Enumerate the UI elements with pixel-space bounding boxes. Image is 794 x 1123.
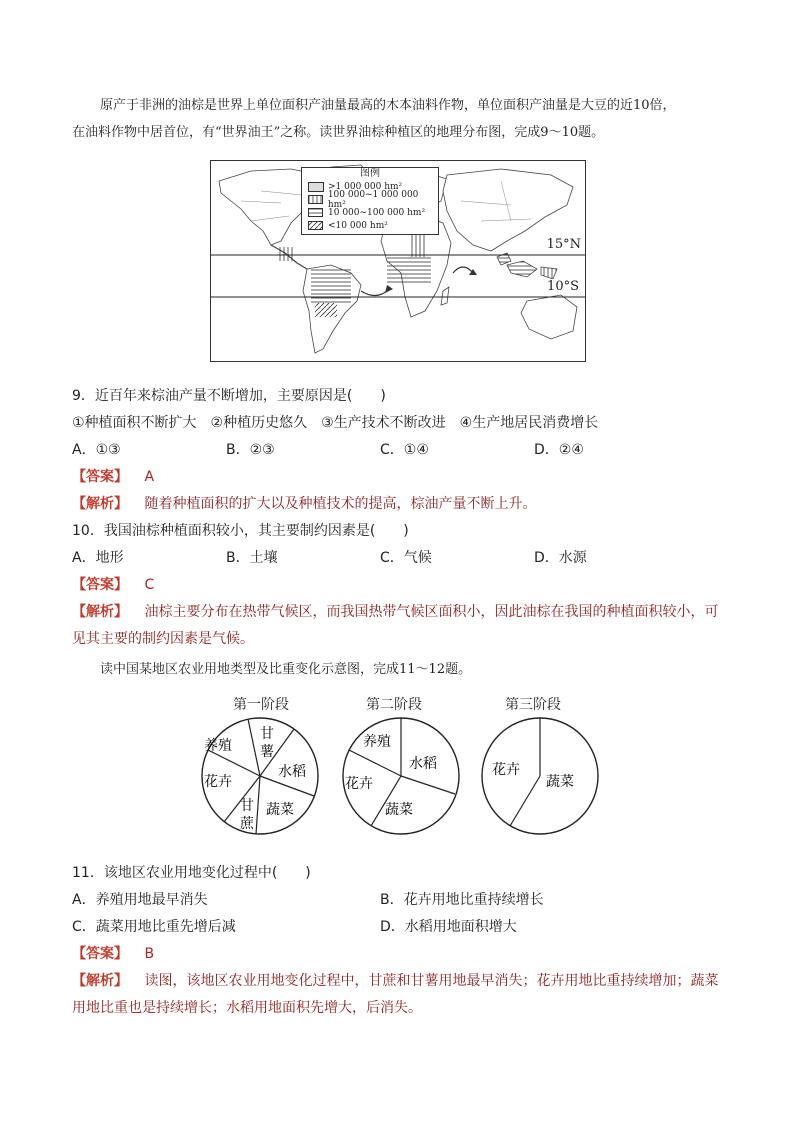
map-legend: [301, 167, 439, 235]
legend-label: 100 000~1 000 000 hm²: [327, 189, 419, 210]
answer-value: B: [144, 946, 155, 962]
answer-label: 【答案】: [72, 469, 128, 485]
pie1-label-rice: 水稻: [278, 764, 306, 780]
pie2-label-aquaculture: 养殖: [363, 734, 391, 750]
analysis-label: 【解析】: [72, 973, 128, 989]
answer-label: 【答案】: [72, 946, 128, 962]
q9-items: ①种植面积不断扩大 ②种植历史悠久 ③生产技术不断改进 ④生产地居民消费增长: [72, 415, 599, 431]
q11-option-d[interactable]: D．水稻用地面积增大: [380, 919, 517, 935]
intro-line-2: 在油料作物中居首位，有“世界油王”之称。读世界油棕种植区的地理分布图，完成9～10题。: [72, 125, 605, 140]
q10-analysis-cont: 见其主要的制约因素是气候。: [72, 631, 254, 647]
legend-item: [302, 189, 438, 210]
pie1-label-aquaculture: 养殖: [204, 738, 232, 754]
q10-option-c[interactable]: C．气候: [380, 550, 432, 566]
pie2-label-vegetables: 蔬菜: [385, 802, 413, 818]
q11-analysis-cont: 用地比重也是持续增长；水稻用地面积先增大，后消失。: [72, 1000, 422, 1016]
legend-item: [302, 219, 438, 232]
pie-stage-2: [337, 714, 467, 838]
pie-title-stage-1: 第一阶段: [233, 697, 289, 713]
q11-analysis: [72, 970, 718, 990]
legend-label: >1 000 000 hm²: [328, 181, 403, 192]
q11-option-b[interactable]: B．花卉用地比重持续增长: [380, 892, 544, 908]
answer-label: 【答案】: [72, 577, 128, 593]
q9-option-c[interactable]: C．①④: [380, 442, 429, 458]
legend-label: <10 000 hm²: [328, 220, 388, 231]
legend-swatch-shaded: [308, 182, 324, 192]
analysis-text: 读图，该地区农业用地变化过程中，甘蔗和甘薯用地最早消失；花卉用地比重持续增加；蔬菜: [144, 973, 719, 989]
q11-answer: [72, 943, 154, 963]
q11-option-c[interactable]: C．蔬菜用地比重先增后减: [72, 919, 236, 935]
analysis-text: 油棕主要分布在热带气候区，而我国热带气候区面积小，因此油棕在我国的种植面积较小，可: [144, 604, 719, 620]
intro-2: 读中国某地区农业用地类型及比重变化示意图，完成11～12题。: [100, 662, 472, 677]
q10-stem: 10．我国油棕种植面积较小，其主要制约因素是( ): [72, 523, 409, 539]
latitude-label-15n: 15°N: [546, 237, 581, 252]
q10-option-b[interactable]: B．土壤: [226, 550, 278, 566]
pie-stage-1: [196, 714, 326, 838]
intro-line-1: 原产于非洲的油棕是世界上单位面积产油量最高的木本油料作物，单位面积产油量是大豆的近10倍，: [100, 98, 676, 113]
legend-swatch-diagonal: [308, 221, 324, 231]
legend-swatch-vertical: [308, 195, 324, 205]
q9-answer: [72, 466, 154, 486]
pie2-label-rice: 水稻: [409, 756, 437, 772]
pie2-label-flowers: 花卉: [345, 776, 373, 792]
legend-swatch-horizontal: [308, 208, 324, 218]
q11-stem: 11．该地区农业用地变化过程中( ): [72, 865, 311, 881]
oil-palm-distribution-map: [210, 160, 586, 362]
intro-paragraph: [72, 92, 732, 146]
pie1-label-sugarcane-1: 甘: [240, 798, 254, 814]
pie-title-stage-2: 第二阶段: [366, 697, 422, 713]
q9-option-d[interactable]: D．②④: [534, 442, 584, 458]
analysis-label: 【解析】: [72, 604, 128, 620]
q9-option-a[interactable]: A．①③: [72, 442, 121, 458]
q10-option-d[interactable]: D．水源: [534, 550, 587, 566]
pie-title-stage-3: 第三阶段: [505, 697, 561, 713]
q11-option-a[interactable]: A．养殖用地最早消失: [72, 892, 208, 908]
q10-answer: [72, 574, 154, 594]
q10-analysis: [72, 601, 718, 621]
q9-analysis: [72, 493, 536, 513]
pie3-label-vegetables: 蔬菜: [546, 774, 574, 790]
analysis-label: 【解析】: [72, 496, 128, 512]
answer-value: A: [144, 469, 155, 485]
pie1-label-sweet-potato-2: 薯: [260, 744, 274, 760]
q9-stem: 9．近百年来棕油产量不断增加，主要原因是( ): [72, 388, 386, 404]
analysis-text: 随着种植面积的扩大以及种植技术的提高，棕油产量不断上升。: [144, 496, 537, 512]
pie1-label-vegetables: 蔬菜: [266, 802, 294, 818]
pie3-label-flowers: 花卉: [492, 762, 520, 778]
pie1-label-sweet-potato-1: 甘: [260, 726, 274, 742]
legend-label: 10 000~100 000 hm²: [328, 207, 426, 218]
q9-option-b[interactable]: B．②③: [226, 442, 275, 458]
pie-stage-3: [476, 714, 606, 838]
pie1-label-sugarcane-2: 蔗: [240, 816, 254, 832]
q10-option-a[interactable]: A．地形: [72, 550, 124, 566]
legend-item: [302, 206, 438, 219]
legend-title: 图例: [360, 168, 380, 179]
latitude-label-10s: 10°S: [547, 279, 579, 294]
pie1-label-flowers: 花卉: [204, 774, 232, 790]
answer-value: C: [144, 577, 155, 593]
